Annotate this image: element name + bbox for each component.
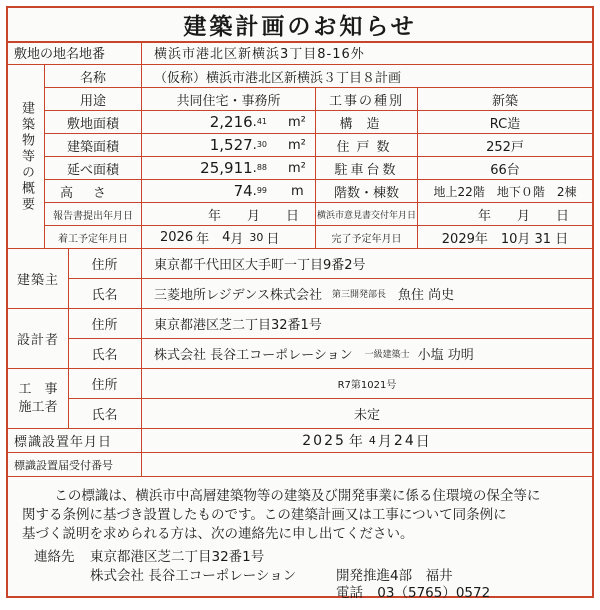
report-date-value: 年 月 日 <box>208 208 300 224</box>
complete-date-value: 2029年 10月 31 日 <box>441 231 569 247</box>
designer-address: 東京都港区芝二丁目32番1号 <box>154 318 322 333</box>
designer-address-label: 住所 <box>91 318 118 333</box>
contractor-permit-number: R7第1021号 <box>337 380 397 391</box>
contractor-address-label: 住所 <box>91 378 118 393</box>
building-area-label: 建築面積 <box>66 139 119 155</box>
site-area-unit: m² <box>288 114 306 130</box>
name-label: 名称 <box>79 70 106 86</box>
designer-name-label: 氏名 <box>91 348 118 363</box>
units-label: 住戸数 <box>336 139 397 155</box>
contact-address: 東京都港区芝二丁目32番1号 <box>90 549 265 565</box>
sign-number-value <box>154 453 584 476</box>
contact-phone: 電話 03（5765）0572 <box>336 585 491 601</box>
opinion-date-value: 年 月 日 <box>478 208 570 224</box>
designer-label: 設計者 <box>16 333 59 348</box>
site-area-label: 敷地面積 <box>66 116 119 132</box>
sign-date-value: 2025 年 4 月 24 日 <box>302 432 432 450</box>
work-type-value: 新築 <box>491 93 518 109</box>
height-label: 高さ <box>59 185 126 201</box>
use-label: 用途 <box>79 93 106 109</box>
notice-text: この標識は、横浜市中高層建築物等の建築及び開発事業に係る住環境の保全等に 関する条例に基づき設置したものです。この建築計画又は工事について同条例に 基づく説明を求められる方は、次の連絡先に申し出てください。 <box>22 488 541 542</box>
sign-number-label: 標識設置届受付番号 <box>14 458 113 472</box>
complete-date-label: 完了予定年月日 <box>331 233 402 245</box>
units-value: 252戸 <box>486 139 524 155</box>
building-area-unit: m² <box>288 137 306 153</box>
floors-label: 階数・棟数 <box>333 185 399 201</box>
site-label: 敷地の地名地番 <box>14 47 106 62</box>
parking-value: 66台 <box>490 162 520 178</box>
structure-label: 構造 <box>339 116 394 132</box>
designer-name: 株式会社 長谷工コーポレーション 一級建築士 小塩 功明 <box>154 348 474 363</box>
contractor-name: 未定 <box>353 408 380 423</box>
floor-area-value: 25,911 . 88 <box>200 159 267 177</box>
sign-date-label: 標識設置年月日 <box>14 435 113 450</box>
work-type-label: 工事の種別 <box>328 93 404 109</box>
building-area-value: 1,527 . 30 <box>209 136 267 154</box>
owner-address: 東京都千代田区大手町一丁目9番2号 <box>154 258 366 273</box>
use-value: 共同住宅・事務所 <box>176 93 281 109</box>
owner-label: 建築主 <box>16 273 59 288</box>
start-date-label: 着工予定年月日 <box>58 233 128 245</box>
floors-value: 地上22階 地下０階 2棟 <box>433 184 577 199</box>
report-date-label: 報告書提出年月日 <box>53 210 133 222</box>
owner-name: 三菱地所レジデンス株式会社 第三開発部長 魚住 尚史 <box>154 288 455 303</box>
contact-company: 株式会社 長谷工コーポレーション <box>90 568 297 584</box>
floor-area-unit: m² <box>288 160 306 176</box>
height-value: 74 . 99 <box>233 182 267 200</box>
construction-notice-board <box>6 6 594 601</box>
site-area-value: 2,216 . 41 <box>209 113 267 131</box>
parking-label: 駐車台数 <box>334 162 399 178</box>
contact-label: 連絡先 <box>34 549 75 565</box>
floor-area-label: 延べ面積 <box>66 162 119 178</box>
owner-address-label: 住所 <box>91 258 118 273</box>
height-unit: m <box>291 183 304 199</box>
start-date-value: 2026 年 4 月 30 日 <box>160 229 280 247</box>
site-address: 横浜市港北区新横浜3丁目8-16外 <box>154 47 365 62</box>
contractor-name-label: 氏名 <box>91 408 118 423</box>
contractor-label: 工 事 施工者 <box>18 381 58 415</box>
page-title: 建築計画のお知らせ <box>8 8 592 43</box>
contact-dept: 開発推進4部 福井 <box>336 568 453 584</box>
structure-value: RC造 <box>489 116 521 132</box>
building-name: （仮称）横浜市港北区新横浜３丁目８計画 <box>154 70 402 86</box>
opinion-date-label: 横浜市意見書交付年月日 <box>316 210 416 221</box>
building-overview-label: 建築物等の概要 <box>19 100 34 213</box>
owner-name-label: 氏名 <box>91 288 118 303</box>
